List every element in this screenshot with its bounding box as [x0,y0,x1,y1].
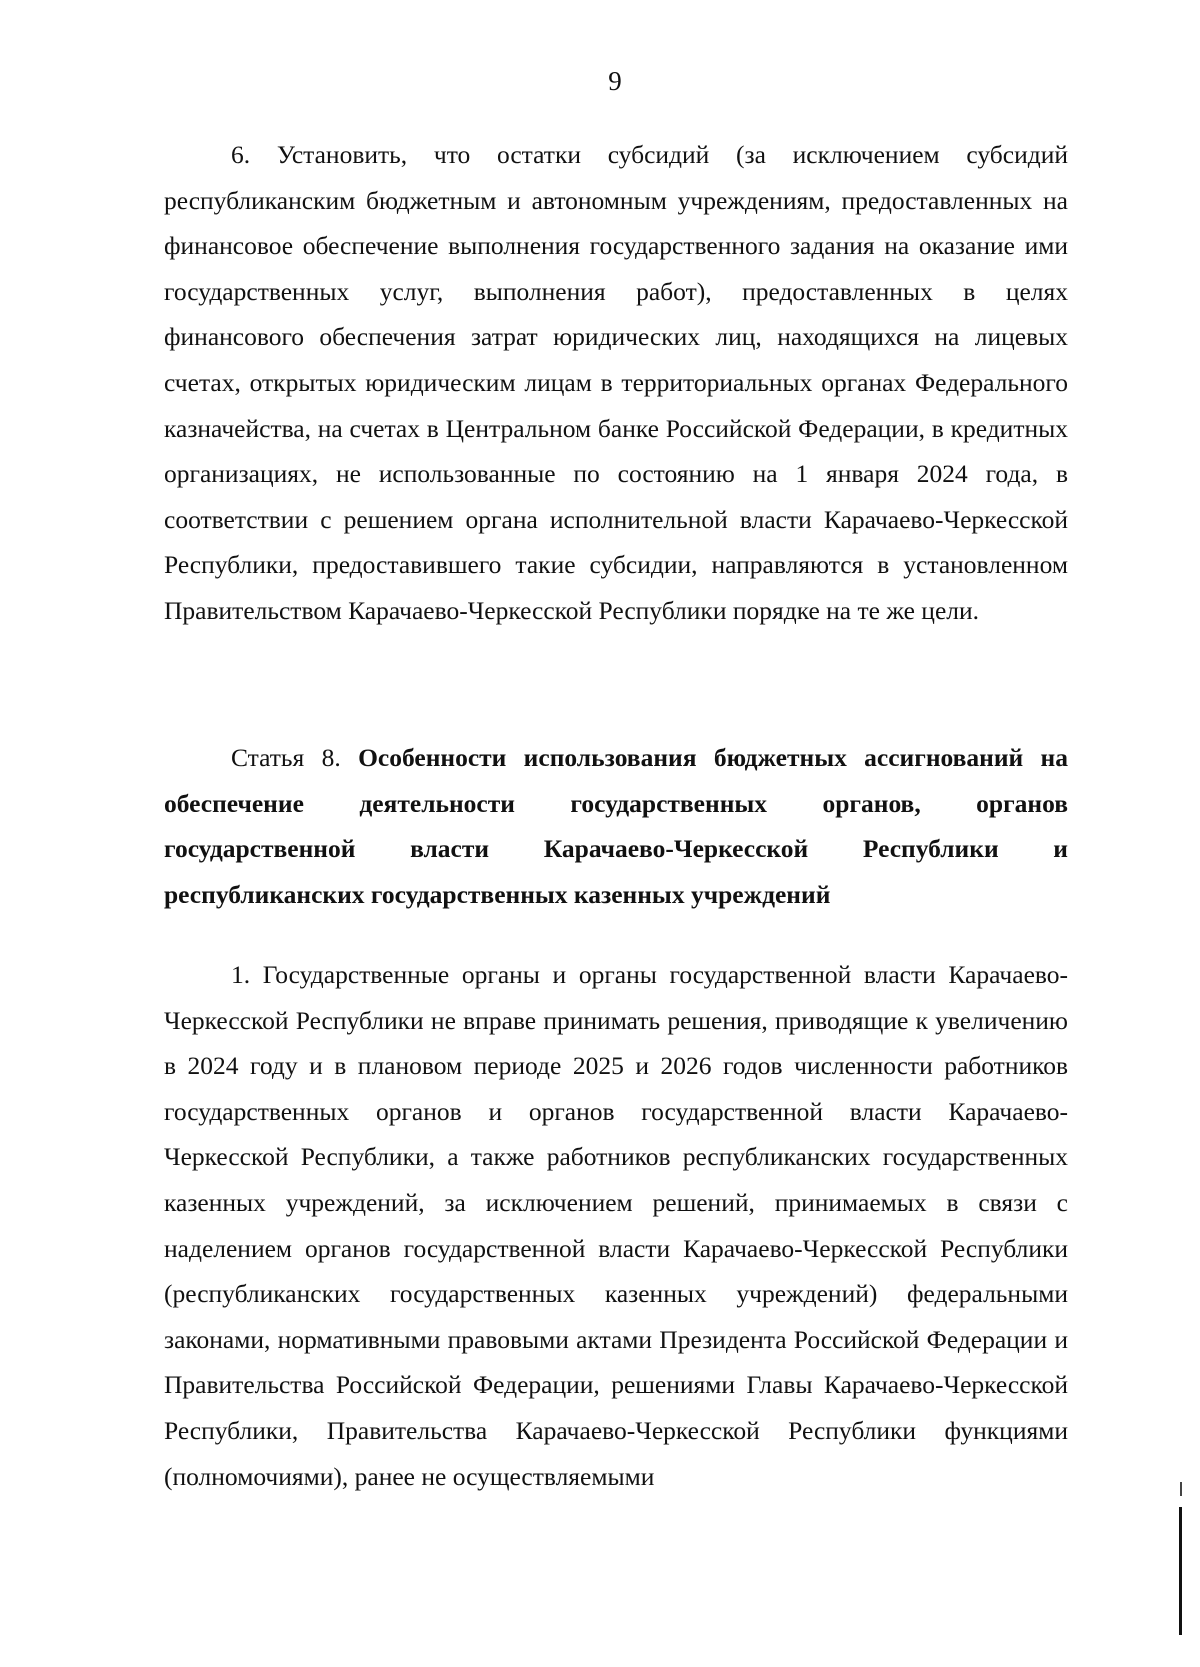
article-8-title: Особенности использования бюджетных ассигнований на обеспечение деятельности государственных органов, органов государственной власти Карачаево-Черкесской Республики и республиканских государственных казенных учреждений [164,743,1068,909]
article-8-label: Статья 8. [231,743,341,772]
paragraph-6-text: 6. Установить, что остатки субсидий (за исключением субсидий республиканским бюджетным и автономным учреждениям, предоставленных на финансовое обеспечение выполнения государственного задания на оказание ими государственных услуг, выполнения работ), предоставленных в целях финансового обеспечения затрат юридических лиц, находящихся на лицевых счетах, открытых юридическим лицам в территориальных органах Федерального казначейства, на счетах в Центральном банке Российской Федерации, в кредитных организациях, не использованные по состоянию на 1 января 2024 года, в соответствии с решением органа исполнительной власти Карачаево-Черкесской Республики, предоставившего такие субсидии, направляются в установленном Правительством Карачаево-Черкесской Республики порядке на те же цели. [164,140,1068,625]
margin-scan-mark [1179,1507,1182,1635]
page-number: 9 [608,66,622,96]
paragraph-6 [164,132,1068,634]
article-8-paragraph-1 [164,952,1068,1499]
article-8-heading-text [164,735,1068,917]
article-8-paragraph-1-text: 1. Государственные органы и органы государственной власти Карачаево-Черкесской Республики не вправе принимать решения, приводящие к увеличению в 2024 году и в плановом периоде 2025 и 2026 годов численности работников государственных органов и органов государственной власти Карачаево-Черкесской Республики, а также работников республиканских государственных казенных учреждений, за исключением решений, принимаемых в связи с наделением органов государственной власти Карачаево-Черкесской Республики (республиканских государственных казенных учреждений) федеральными законами, нормативными правовыми актами Президента Российской Федерации и Правительства Российской Федерации, решениями Главы Карачаево-Черкесской Республики, Правительства Карачаево-Черкесской Республики функциями (полномочиями), ранее не осуществляемыми [164,960,1068,1491]
article-8-heading [164,735,1068,917]
margin-scan-mark-small [1180,1482,1182,1496]
